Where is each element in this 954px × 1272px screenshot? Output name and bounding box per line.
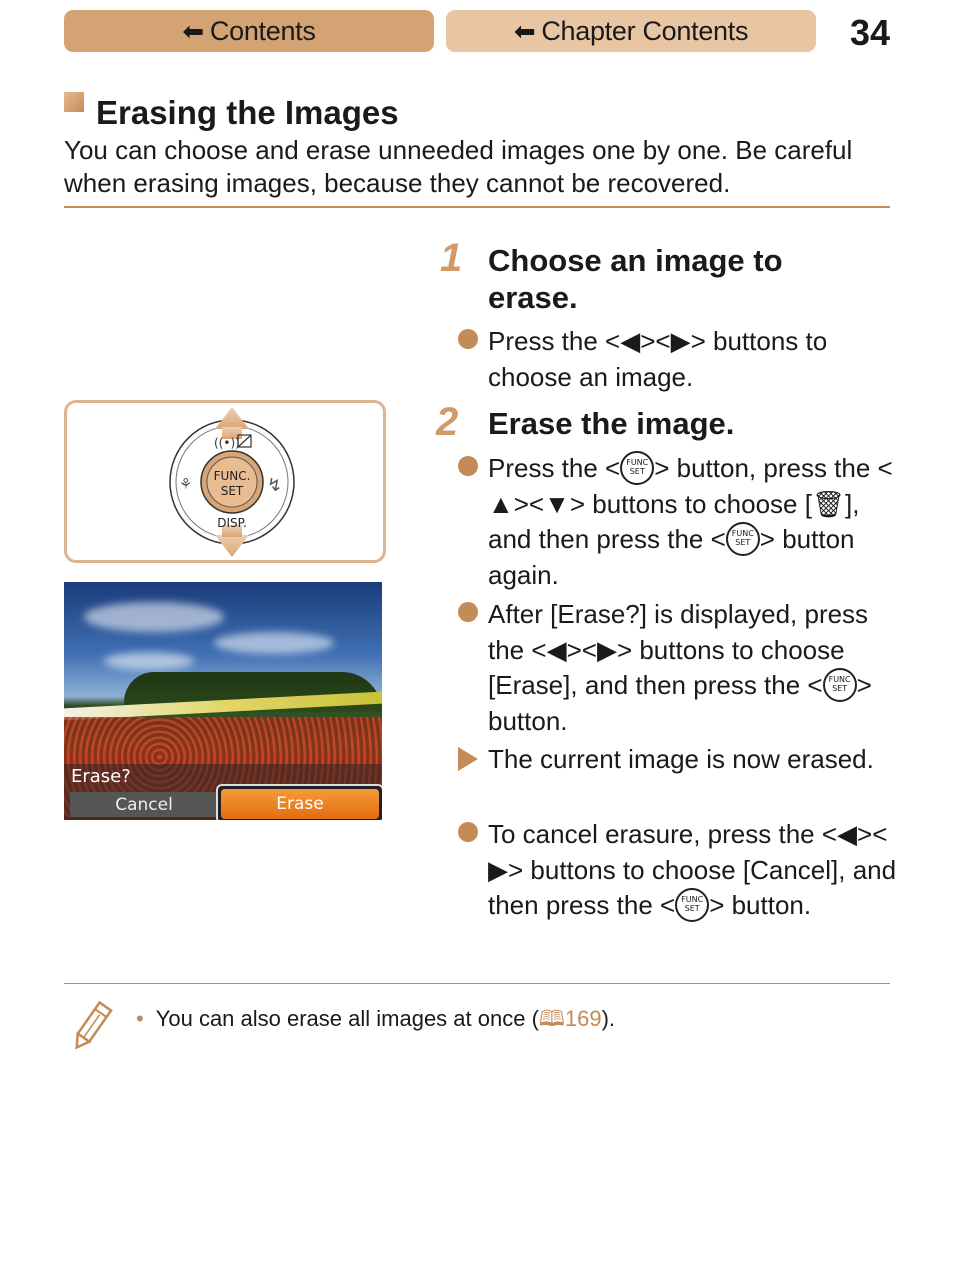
- contents-nav-button[interactable]: [64, 10, 434, 52]
- bullet-icon: [458, 602, 478, 622]
- erase-prompt: Erase?: [71, 766, 131, 787]
- svg-text:((•)): ((•)): [214, 436, 240, 450]
- erase-button-label: Erase: [221, 789, 379, 819]
- cancel-button[interactable]: Cancel: [70, 792, 218, 817]
- pencil-icon: [68, 1000, 114, 1054]
- up-arrow-icon: ▲: [488, 488, 514, 519]
- func-set-icon: [620, 451, 654, 485]
- erase-button[interactable]: [216, 784, 382, 820]
- page-title: Erasing the Images: [96, 94, 399, 131]
- down-arrow-icon: ▼: [544, 488, 570, 519]
- func-label: FUNC.: [213, 469, 251, 483]
- camera-screen-image: [64, 582, 382, 820]
- control-dial-icon: [67, 403, 383, 560]
- bullet-icon: [458, 822, 478, 842]
- left-arrow-icon: ◀: [620, 326, 641, 356]
- disp-label: DISP.: [217, 516, 247, 530]
- right-arrow-icon: ▶: [488, 854, 508, 885]
- func-set-icon: [675, 888, 709, 922]
- chapter-contents-nav-button[interactable]: [446, 10, 816, 52]
- list-item: After [Erase?] is displayed, press the <◀><▶> buttons to choose [Erase], and then press the <FUNC SET > button.: [458, 597, 898, 739]
- list-item: Press the <◀><▶> buttons to choose an image.: [458, 324, 898, 395]
- bullet-icon: [458, 329, 478, 349]
- list-item: To cancel erasure, press the <◀><▶> buttons to choose [Cancel], and then press the <FUNC SET > button.: [458, 817, 898, 924]
- step-title: Choose an image to erase.: [488, 243, 783, 315]
- set-label: SET: [220, 484, 244, 498]
- note-text: • You can also erase all images at once (🕮169).: [136, 1006, 616, 1031]
- flash-icon: ↯: [267, 475, 283, 496]
- right-arrow-icon: ▶: [596, 634, 617, 665]
- note-divider: [64, 983, 890, 984]
- book-icon: 🕮: [538, 1006, 565, 1031]
- control-dial-illustration: [64, 400, 386, 563]
- step-number: 1: [440, 236, 463, 280]
- note-bullet: •: [136, 1006, 144, 1031]
- page-number: 34: [849, 12, 890, 53]
- right-arrow-icon: ▶: [670, 326, 691, 356]
- list-item: The current image is now erased.: [458, 742, 898, 778]
- result-arrow-icon: [458, 747, 478, 771]
- step-number: 2: [436, 400, 459, 444]
- left-arrow-icon: ◀: [837, 819, 858, 849]
- macro-icon: ⚘: [179, 475, 193, 493]
- header-divider: [64, 206, 890, 208]
- back-arrow-icon: ⬅: [513, 15, 536, 46]
- list-item: Press the <FUNC SET > button, press the <▲><▼> buttons to choose [🗑], and then press the <FUNC SET > button again.: [458, 451, 898, 593]
- left-arrow-icon: ◀: [546, 634, 567, 665]
- back-arrow-icon: ⬅: [182, 15, 204, 46]
- page-reference-link[interactable]: 🕮169: [538, 1006, 602, 1031]
- step-title: Erase the image.: [488, 406, 735, 441]
- bullet-icon: [458, 456, 478, 476]
- func-set-icon: [726, 522, 760, 556]
- intro-text: You can choose and erase unneeded images one by one. Be careful when erasing images, because they cannot be recovered.: [64, 135, 853, 198]
- func-set-icon: [823, 668, 857, 702]
- chapter-contents-label: Chapter Contents: [541, 15, 749, 46]
- section-square-icon: [64, 92, 84, 112]
- contents-label: Contents: [209, 15, 316, 46]
- trash-icon: 🗑: [811, 488, 845, 519]
